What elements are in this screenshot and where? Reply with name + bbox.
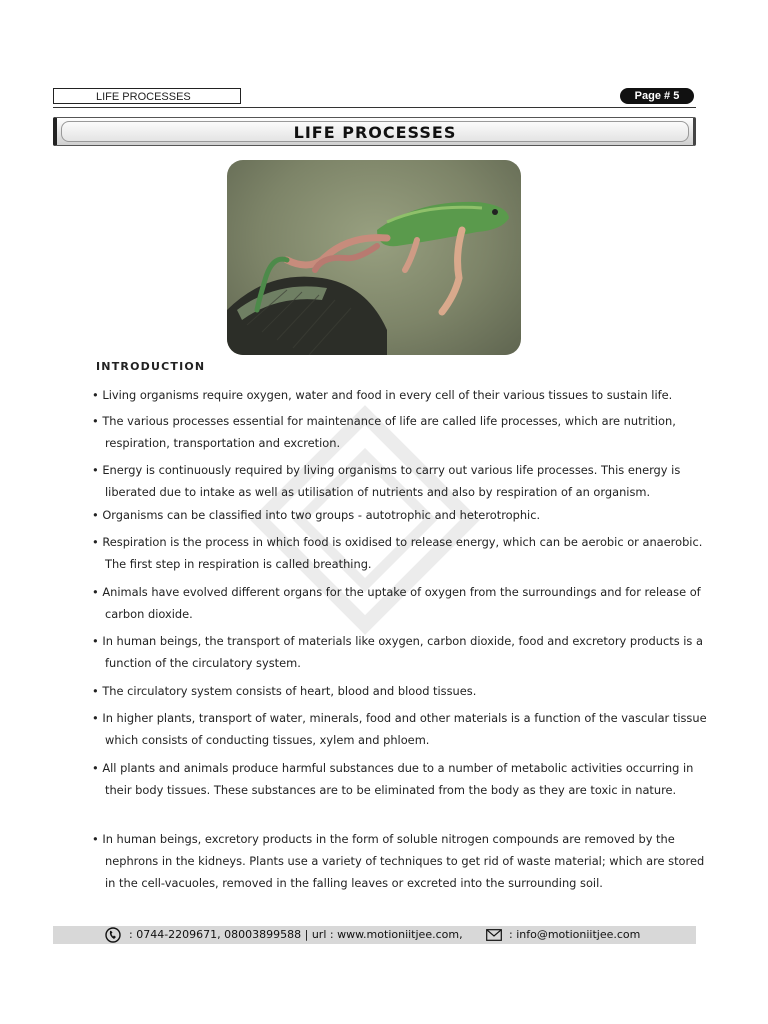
frog-leaping-photo xyxy=(227,160,521,355)
phone-icon xyxy=(105,927,121,943)
frog-illustration xyxy=(227,160,521,355)
footer-contact-bar xyxy=(53,926,696,944)
envelope-icon xyxy=(486,929,502,941)
bullet-item: • The circulatory system consists of heart, blood and blood tissues. xyxy=(92,680,713,702)
bullet-item: • The various processes essential for maintenance of life are called life processes, which are nutrition, respiration, transportation and excretion. xyxy=(92,410,713,454)
page-title: LIFE PROCESSES xyxy=(61,121,689,142)
introduction-heading: INTRODUCTION xyxy=(96,360,206,373)
title-banner xyxy=(53,117,696,146)
page-number-badge: Page # 5 xyxy=(620,88,694,104)
bullet-item: • In human beings, the transport of materials like oxygen, carbon dioxide, food and excretory products is a function of the circulatory system. xyxy=(92,630,713,674)
bullet-item: • All plants and animals produce harmful substances due to a number of metabolic activities occurring in their body tissues. These substances are to be eliminated from the body as they are toxic in nature. xyxy=(92,757,713,801)
bullet-item: • In higher plants, transport of water, minerals, food and other materials is a function of the vascular tissue which consists of conducting tissues, xylem and phloem. xyxy=(92,707,713,751)
bullet-item: • Organisms can be classified into two groups - autotrophic and heterotrophic. xyxy=(92,504,713,526)
footer-contact-text: : 0744-2209671, 08003899588 | url : www.motioniitjee.com, xyxy=(129,928,463,941)
header-section-label: LIFE PROCESSES xyxy=(53,88,241,104)
footer-email-text: : info@motioniitjee.com xyxy=(509,928,641,941)
bullet-item: • Energy is continuously required by living organisms to carry out various life processes. This energy is liberated due to intake as well as utilisation of nutrients and also by respiration of an organism. xyxy=(92,459,713,503)
bullet-item: • In human beings, excretory products in the form of soluble nitrogen compounds are removed by the nephrons in the kidneys. Plants use a variety of techniques to get rid of waste material; which are stored in the cell-vacuoles, removed in the falling leaves or excreted into the surrounding soil. xyxy=(92,828,713,894)
bullet-item: • Living organisms require oxygen, water and food in every cell of their various tissues to sustain life. xyxy=(92,384,713,406)
bullet-item: • Respiration is the process in which food is oxidised to release energy, which can be aerobic or anaerobic. The first step in respiration is called breathing. xyxy=(92,531,713,575)
bullet-item: • Animals have evolved different organs for the uptake of oxygen from the surroundings and for release of carbon dioxide. xyxy=(92,581,713,625)
header-divider xyxy=(53,107,696,108)
